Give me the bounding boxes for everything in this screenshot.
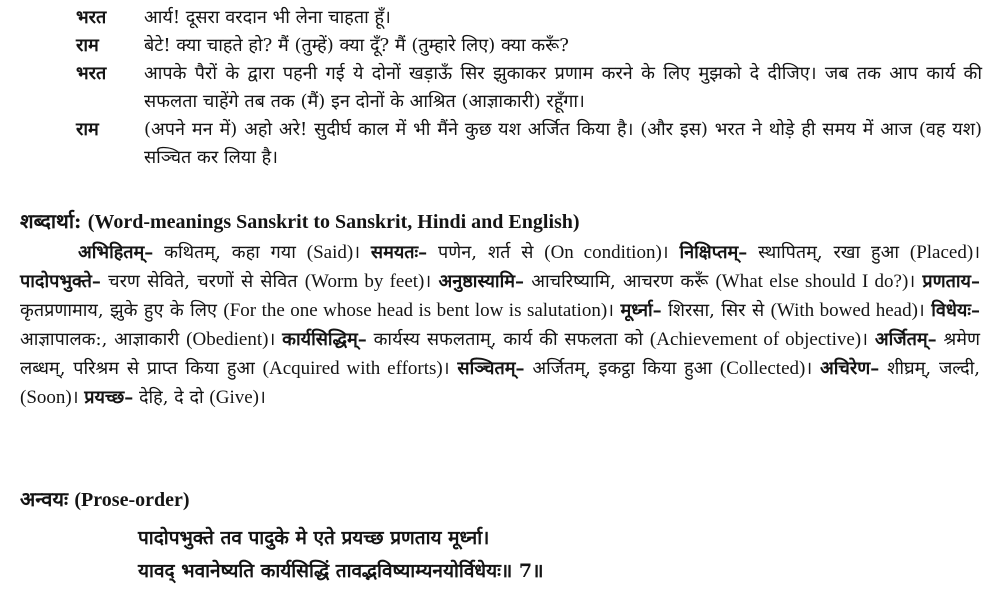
meaning-english: (Achievement of objective)	[649, 329, 862, 350]
meaning-term: निक्षिप्तम्–	[679, 242, 748, 263]
meaning-term: प्रयच्छ–	[84, 387, 134, 408]
prose-order-heading-hindi: अन्वयः	[20, 487, 69, 511]
prose-order-heading-english: (Prose-order)	[74, 489, 190, 511]
danda: ।	[442, 358, 458, 379]
meaning-gloss: पणेन, शर्त से	[427, 242, 545, 263]
word-meanings-heading-hindi: शब्दार्था:	[20, 209, 82, 233]
meaning-gloss: देहि, दे दो	[133, 387, 210, 408]
meaning-gloss: शीघ्रम्, जल्दी,	[879, 358, 981, 379]
prose-order-heading	[20, 484, 190, 515]
speaker-name: राम	[76, 119, 99, 140]
danda: ।	[861, 329, 875, 350]
speech-text: बेटे! क्या चाहते हो? मैं (तुम्हें) क्या दूँ? मैं (तुम्हारे लिए) क्या करूँ?	[144, 35, 569, 56]
meaning-english: (Placed)	[909, 242, 974, 263]
word-meanings-heading-english: (Word-meanings Sanskrit to Sanskrit, Hindi and English)	[87, 211, 580, 233]
dialogue-row	[0, 4, 998, 32]
danda: ।	[805, 358, 821, 379]
meaning-gloss: कार्यस्य सफलताम्, कार्य की सफलता को	[366, 329, 650, 350]
meaning-gloss: स्थापितम्, रखा हुआ	[747, 242, 910, 263]
meaning-english: (Said)	[306, 242, 354, 263]
meaning-term: मूर्ध्ना–	[620, 300, 662, 321]
meaning-entry	[282, 329, 875, 350]
danda: ।	[258, 387, 266, 408]
verse-line: पादोपभुक्ते तव पादुके मे एते प्रयच्छ प्रणताय मूर्ध्ना।	[138, 527, 490, 549]
meaning-english: (With bowed head)	[770, 300, 918, 321]
meaning-term: अर्जितम्–	[874, 329, 937, 350]
meaning-gloss: शिरसा, सिर से	[661, 300, 771, 321]
meaning-term: सञ्चितम्–	[457, 358, 525, 379]
speaker-name: भरत	[76, 63, 107, 84]
dialogue-row	[0, 32, 998, 60]
meaning-term: समयतः–	[370, 242, 428, 263]
speech-text: आर्य! दूसरा वरदान भी लेना चाहता हूँ।	[144, 7, 391, 28]
meaning-term: विधेयः–	[931, 300, 981, 321]
meaning-term: पादोपभुक्ते–	[20, 271, 101, 292]
danda: ।	[917, 300, 932, 321]
meaning-english: (On condition)	[544, 242, 662, 263]
meaning-gloss: आचरिष्यामि, आचरण करूँ	[524, 271, 716, 292]
meaning-gloss: अर्जितम्, इकट्ठा किया हुआ	[524, 358, 720, 379]
verse-line: यावद् भवानेष्यति कार्यसिद्धिं तावद्भविष्याम्यनयोर्विधेयः॥ 7॥	[138, 560, 544, 582]
meaning-gloss: चरण सेविते, चरणों से सेवित	[100, 271, 305, 292]
danda: ।	[424, 271, 439, 292]
danda: ।	[973, 242, 981, 263]
speech-text: आपके पैरों के द्वारा पहनी गई ये दोनों खड़ाऊँ सिर झुकाकर प्रणाम करने के लिए मुझको दे दीजिए। जब तक आप कार्य की सफलता चाहेंगे तब तक (मैं) इन दोनों के आश्रित (आज्ञाकारी) रहूँगा।	[144, 63, 982, 112]
danda: ।	[353, 242, 371, 263]
dialogue-row	[0, 116, 998, 172]
meaning-english: (Obedient)	[186, 329, 269, 350]
danda: ।	[71, 387, 85, 408]
prose-order-verse	[138, 522, 544, 588]
meaning-term: अभिहितम्–	[78, 242, 154, 263]
danda: ।	[607, 300, 621, 321]
meaning-english: (What else should I do?)	[715, 271, 909, 292]
speaker-name: राम	[76, 35, 99, 56]
meaning-term: अचिरेण–	[820, 358, 880, 379]
meaning-english: (Soon)	[20, 387, 72, 408]
word-meanings-paragraph	[20, 238, 980, 412]
speech-text: (अपने मन में) अहो अरे! सुदीर्घ काल में भी मैंने कुछ यश अर्जित किया है। (और इस) भरत ने थोड़े ही समय में आज (वह यश) सञ्चित कर लिया है।	[144, 119, 982, 168]
meaning-english: (Collected)	[719, 358, 806, 379]
meaning-english: (For the one whose head is bent low is salutation)	[223, 300, 608, 321]
meaning-entry	[371, 242, 680, 263]
dialogue-row	[0, 60, 998, 116]
meaning-english: (Give)	[209, 387, 259, 408]
meaning-english: (Acquired with efforts)	[262, 358, 443, 379]
meaning-gloss: श्रमेण लब्धम्, परिश्रम से प्राप्त किया हुआ	[20, 329, 980, 379]
dialogue-section	[0, 4, 998, 172]
danda: ।	[268, 329, 283, 350]
meaning-entry	[84, 387, 266, 408]
meaning-gloss: कथितम्, कहा गया	[153, 242, 307, 263]
meaning-entry	[20, 271, 438, 292]
meaning-gloss: आज्ञापालक:, आज्ञाकारी	[20, 329, 187, 350]
word-meanings-heading	[20, 206, 580, 237]
meaning-entry	[78, 242, 371, 263]
meaning-entry	[457, 358, 820, 379]
meaning-term: कार्यसिद्धिम्–	[282, 329, 367, 350]
meaning-entry	[620, 300, 931, 321]
meaning-term: प्रणताय–	[922, 271, 980, 292]
danda: ।	[661, 242, 680, 263]
meaning-term: अनुष्ठास्यामि–	[438, 271, 524, 292]
meaning-gloss: कृतप्रणामाय, झुके हुए के लिए	[20, 300, 224, 321]
meaning-english: (Worm by feet)	[304, 271, 425, 292]
meaning-entry	[438, 271, 922, 292]
danda: ।	[908, 271, 923, 292]
speaker-name: भरत	[76, 7, 107, 28]
meaning-entry	[679, 242, 980, 263]
